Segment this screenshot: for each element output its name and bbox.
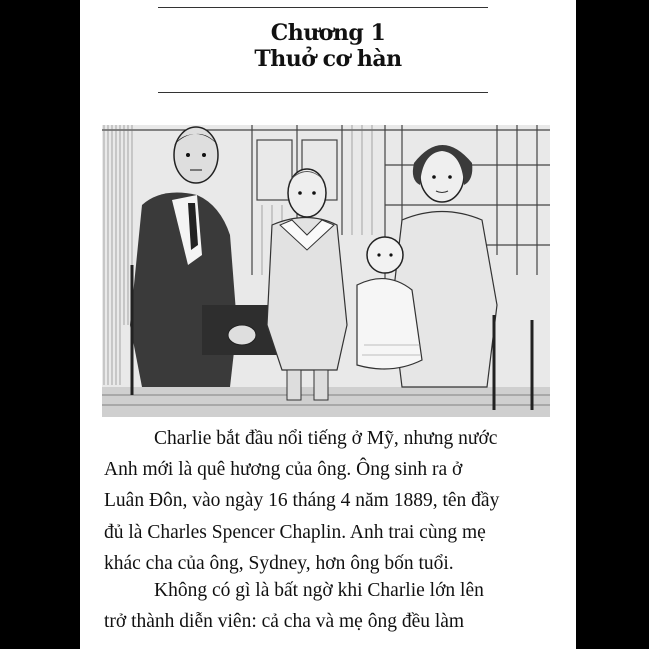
- family-portrait-illustration: [102, 125, 550, 417]
- paragraph-1-line: Luân Đôn, vào ngày 16 tháng 4 năm 1889, tên đầy: [104, 490, 500, 512]
- paragraph-1-line: khác cha của ông, Sydney, hơn ông bốn tuổi.: [104, 552, 454, 574]
- paragraph-1-line: Anh mới là quê hương của ông. Ông sinh ra ở: [104, 459, 463, 481]
- paragraph-2-line: trở thành diễn viên: cả cha và mẹ ông đều làm: [104, 611, 465, 633]
- title-divider: [158, 92, 488, 93]
- paragraph-1-line: đủ là Charles Spencer Chaplin. Anh trai cùng mẹ: [104, 521, 486, 543]
- paragraph-1-line: Charlie bắt đầu nổi tiếng ở Mỹ, nhưng nước: [154, 428, 498, 449]
- paragraph-2: [104, 575, 554, 637]
- paragraph-1: [104, 423, 554, 579]
- chapter-title: Thuở cơ hàn: [254, 46, 402, 72]
- book-page: [80, 0, 576, 649]
- paragraph-2-line: Không có gì là bất ngờ khi Charlie lớn lên: [154, 580, 484, 601]
- top-divider: [158, 7, 488, 8]
- chapter-number: Chương 1: [270, 20, 386, 46]
